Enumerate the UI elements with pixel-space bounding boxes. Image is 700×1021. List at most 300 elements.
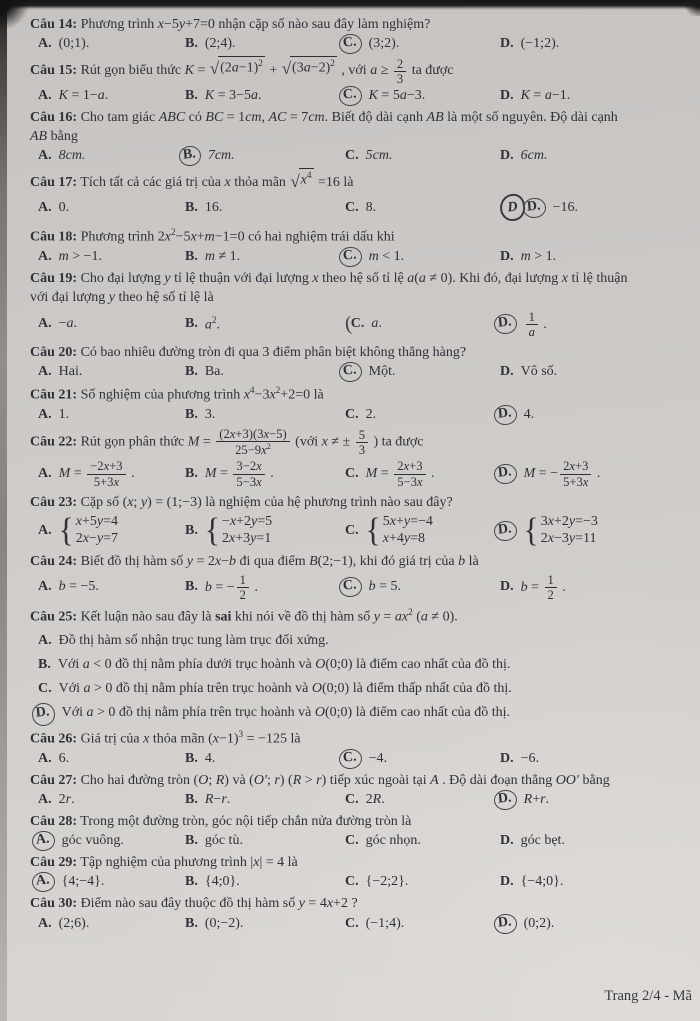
option-content: (2;6). (58, 915, 90, 931)
option-a (38, 364, 185, 380)
handwritten-answer-circle: D (499, 193, 527, 222)
option-content: (3;2). (368, 36, 400, 52)
option-d (497, 405, 690, 423)
option-label: B. (185, 36, 198, 52)
question-number: Câu 19: (30, 270, 78, 286)
question-text: Câu 16: Cho tam giác ABC có BC = 1cm, AC = 7cm. Biết độ dài cạnh AB là một số nguyên. Độ dài cạnh AB bằng (30, 109, 618, 145)
option-a (38, 249, 185, 265)
option-content: 4. (523, 407, 535, 423)
equation-system: { 3x+2y=−3 2x−3y=11 (523, 510, 598, 549)
option-content: 5cm. (365, 148, 393, 164)
option-d (30, 704, 690, 723)
option-content: K = 1−a. (58, 87, 109, 103)
option-content: 2R. (365, 791, 385, 807)
question-text: Câu 18: Phương trình $2x^2-5x+m-1=0$ có hai nghiệm trái dấu khi (30, 226, 395, 245)
option-content: {4;0}. (204, 874, 240, 890)
option-content (365, 510, 433, 549)
option-label: C. (345, 833, 359, 849)
equation-system: { −x+2y=5 2x+3y=1 (204, 510, 273, 549)
question-text: Câu 15: Rút gọn biểu thức K = √ $(2a-1)^2$ + √ $(3a-2)^2$ , với a ≥ $\frac{2}{3}$ ta được (30, 56, 454, 86)
option-label: D. (497, 314, 513, 331)
option-label: A. (38, 200, 52, 216)
question-text: Câu 25: Kết luận nào sau đây là sai khi nói về đồ thị hàm số $y = ax^2$ (a ≠ 0). (30, 607, 458, 625)
option-label: A. (38, 579, 52, 595)
radical: √ $x^4$ (290, 170, 312, 191)
option-label: A. (38, 148, 52, 164)
option-label: A. (38, 36, 52, 52)
option-label: C. (345, 791, 359, 807)
option-label: B. (185, 791, 198, 807)
option-content: m > −1. (58, 248, 103, 264)
question-29 (30, 853, 690, 890)
option-label: C. (342, 748, 358, 766)
question-number: Câu 22: (30, 434, 78, 450)
option-label: C. (345, 522, 359, 538)
option-content: (2;4). (204, 36, 236, 52)
option-content: 6. (58, 750, 70, 766)
option-b (185, 751, 345, 767)
option-b (185, 36, 345, 52)
option-label: D. (500, 87, 514, 103)
option-label: C. (345, 466, 359, 481)
question-27 (30, 771, 690, 808)
option-b (185, 364, 345, 380)
option-c (30, 680, 690, 699)
option-content: (−1;2). (520, 36, 560, 52)
option-label: C. (345, 915, 359, 931)
option-label: B. (185, 407, 198, 423)
options-row (30, 249, 690, 265)
option-c (345, 459, 500, 488)
option-content: M = $\frac{2x+3}{5-3x}$ . (365, 459, 435, 489)
option-content: góc nhọn. (365, 833, 421, 849)
question-text: Câu 21: Số nghiệm của phương trình $x^4-3x^2+2=0$ là (30, 385, 324, 403)
option-d (497, 459, 690, 489)
option-label: B. (38, 656, 51, 672)
question-number: Câu 24: (30, 553, 78, 569)
option-c (342, 362, 500, 380)
option-content: 1. (58, 407, 70, 423)
scan-shadow-corner-topright (680, 0, 700, 16)
option-content: Một. (368, 364, 396, 380)
equation-system: { 5x+y=−4 x+4y=8 (365, 510, 433, 549)
question-28 (30, 812, 690, 849)
answer-circle (493, 463, 517, 485)
question-23 (30, 493, 690, 548)
question-text: Câu 27: Cho hai đường tròn (O; R) và (O′; r) (R > r) tiếp xúc ngoài tại A . Độ dài đoạn thẳng OO′ bằng (30, 772, 610, 788)
page-number: Trang 2/4 - Mã (604, 988, 692, 1004)
option-content: M = $\frac{3-2x}{5-3x}$ . (204, 459, 274, 489)
options-row (30, 748, 690, 767)
options-row (30, 874, 690, 890)
question-text: Câu 23: Cặp số (x; y) = (1;−3) là nghiệm của hệ phương trình nào sau đây? (30, 494, 453, 510)
options-row (30, 632, 690, 723)
question-21 (30, 384, 690, 423)
option-c (345, 792, 500, 808)
question-24 (30, 552, 690, 603)
option-content: 2r. (58, 791, 75, 807)
option-content: {−2;2}. (365, 874, 409, 890)
option-content: 6cm. (520, 148, 548, 164)
option-content (58, 510, 118, 549)
option-b (182, 147, 345, 164)
question-number: Câu 21: (30, 387, 78, 403)
option-content: Vô số. (520, 364, 558, 380)
option-b (185, 407, 345, 423)
option-label: B. (182, 147, 197, 164)
option-c (345, 874, 500, 890)
question-22 (30, 427, 690, 489)
option-c (345, 200, 500, 216)
fraction: $\frac{2}{3}$ (394, 57, 406, 86)
option-label: C. (342, 577, 358, 595)
answer-circle (522, 198, 546, 220)
option-a (38, 200, 185, 216)
option-content: −4. (368, 750, 388, 766)
option-b (30, 656, 690, 675)
option-label: A. (38, 632, 52, 648)
option-content: b = − $\frac{1}{2}$ . (204, 572, 258, 602)
fraction: $\frac{2x+3}{5+3x}$ (560, 459, 591, 488)
option-label: C. (350, 316, 365, 332)
option-label: C. (345, 148, 359, 164)
option-content: −6. (520, 750, 540, 766)
option-c (342, 748, 500, 767)
options-row (30, 573, 690, 602)
options-row (30, 792, 690, 808)
fraction: $\frac{-2x+3}{5+3x}$ (87, 459, 125, 488)
fraction: $\frac{5}{3}$ (356, 428, 368, 457)
option-content: R−r. (204, 791, 231, 807)
option-content: 4. (204, 750, 216, 766)
option-content: 8cm. (58, 148, 86, 164)
option-label: C. (342, 34, 358, 51)
option-content: M = $\frac{-2x+3}{5+3x}$ . (58, 459, 135, 489)
option-b (185, 916, 345, 932)
question-18 (30, 226, 690, 265)
option-label: B. (185, 874, 198, 890)
option-label: B. (185, 915, 198, 931)
fraction: $\frac{3-2x}{5-3x}$ (233, 459, 264, 488)
option-a (38, 88, 185, 104)
option-content: góc vuông. (61, 833, 124, 849)
option-label: A. (38, 248, 52, 264)
option-label: A. (38, 316, 52, 332)
question-number: Câu 28: (30, 813, 78, 829)
option-d (500, 364, 690, 380)
option-content: 3. (204, 407, 216, 423)
option-content: $a^2$. (204, 314, 220, 333)
option-content: 7cm. (207, 148, 235, 164)
options-row (30, 833, 690, 849)
question-number: Câu 15: (30, 63, 78, 79)
option-b (185, 874, 345, 890)
option-label: D. (497, 405, 513, 422)
option-label: A. (35, 872, 51, 890)
option-b (185, 833, 345, 849)
question-number: Câu 18: (30, 229, 78, 245)
option-content: M = − $\frac{2x+3}{5+3x}$ . (523, 459, 601, 489)
option-content: góc bẹt. (520, 833, 565, 849)
question-16 (30, 108, 690, 165)
answer-circle (493, 913, 517, 935)
option-b (185, 88, 345, 104)
option-content: 16. (204, 200, 223, 216)
option-c (342, 247, 500, 265)
option-label: B. (185, 248, 198, 264)
option-content: −16. (552, 200, 579, 216)
option-a (38, 792, 185, 808)
question-number: Câu 30: (30, 896, 78, 912)
question-text: Câu 19: Cho đại lượng y tỉ lệ thuận với đại lượng x theo hệ số tỉ lệ a(a ≠ 0). Khi đó, đại lượng x tỉ lệ thuận với đại lượng y theo hệ số tỉ lệ là (30, 270, 628, 306)
scan-shadow-left (0, 0, 7, 1021)
question-text: Câu 28: Trong một đường tròn, góc nội tiếp chắn nửa đường tròn là (30, 813, 412, 829)
option-c (342, 34, 500, 52)
option-content (204, 510, 273, 549)
option-b (185, 792, 345, 808)
option-content: $\frac{1}{a}$ . (524, 310, 547, 339)
option-label: D. (526, 198, 542, 216)
question-15 (30, 56, 690, 104)
question-text: Câu 14: Phương trình x−5y+7=0 nhận cặp số nào sau đây làm nghiệm? (30, 17, 431, 32)
option-content: {−4;0}. (520, 874, 564, 890)
option-label: A. (38, 87, 52, 103)
option-b (185, 200, 345, 216)
option-a (38, 36, 185, 52)
question-number: Câu 25: (30, 609, 78, 625)
answer-circle (338, 748, 362, 770)
option-label: C. (345, 407, 359, 423)
options-row (30, 364, 690, 380)
question-text: Câu 22: Rút gọn phân thức M = $\frac{(2x+3)(3x-5)}{25-9x^2}$ (với x ≠ ± $\frac{5}{3}$ ) ta được (30, 427, 424, 458)
option-content: (−1;4). (365, 915, 405, 931)
option-label: A. (38, 750, 52, 766)
option-label: D. (500, 579, 514, 595)
question-number: Câu 27: (30, 772, 78, 788)
option-label: D. (35, 704, 51, 721)
question-number: Câu 26: (30, 731, 78, 747)
question-text: Câu 17: Tích tất cả các giá trị của x thỏa mãn √ $x^4$ =16 là (30, 170, 354, 191)
option-label: D. (500, 248, 514, 264)
option-c (345, 148, 500, 164)
option-label: B. (185, 316, 198, 332)
answer-circle (31, 702, 56, 727)
fraction: $\frac{1}{2}$ (237, 573, 249, 602)
option-content: b = −5. (58, 579, 99, 595)
option-label: D. (500, 148, 514, 164)
option-label: D. (500, 364, 514, 380)
option-c (343, 312, 500, 336)
questions-container (30, 15, 690, 936)
option-d (497, 914, 690, 932)
options-row (30, 88, 690, 104)
answer-circle (31, 830, 55, 852)
option-label: A. (38, 522, 52, 538)
option-content: K = a−1. (520, 87, 571, 103)
option-content: Với a > 0 đồ thị nằm phía trên trục hoành và O(0;0) là điểm cao nhất của đồ thị. (61, 704, 511, 720)
option-b (185, 315, 345, 334)
option-a (30, 632, 690, 651)
option-label: B. (185, 466, 198, 481)
option-label: C. (345, 200, 359, 216)
options-row (30, 510, 690, 549)
option-b (185, 573, 345, 602)
option-label: C. (38, 680, 52, 696)
fraction: $\frac{1}{a}$ (526, 310, 538, 339)
option-c (345, 510, 500, 549)
option-label: A. (38, 407, 52, 423)
radical: √ $(3a-2)^2$ (281, 58, 335, 79)
option-content: {4;−4}. (61, 874, 105, 890)
option-d (500, 195, 690, 222)
option-content: m < 1. (368, 248, 405, 264)
question-number: Câu 14: (30, 17, 78, 32)
option-label: B. (185, 87, 198, 103)
option-content: K = 3−5a. (204, 87, 262, 103)
option-a (38, 459, 185, 488)
option-a (38, 510, 185, 549)
option-label: C. (342, 362, 358, 379)
option-c (342, 86, 500, 104)
option-b (185, 249, 345, 265)
option-label: D. (500, 750, 514, 766)
option-label: B. (185, 522, 198, 538)
option-label: B. (185, 833, 198, 849)
question-text: Câu 24: Biết đồ thị hàm số y = 2x−b đi qua điểm B(2;−1), khi đó giá trị của b là (30, 553, 479, 569)
option-label: D. (497, 521, 513, 538)
option-content: Hai. (58, 364, 83, 380)
option-a (38, 916, 185, 932)
option-content: R+r. (523, 791, 550, 807)
question-25 (30, 606, 690, 723)
option-a (38, 316, 185, 332)
option-c (342, 577, 500, 595)
option-b (185, 459, 345, 488)
page-footer (604, 988, 692, 1005)
question-text: Câu 29: Tập nghiệm của phương trình |x| = 4 là (30, 855, 298, 871)
option-d (500, 573, 690, 602)
options-row (30, 916, 690, 932)
scan-shadow-corner-topleft (0, 0, 30, 30)
scan-shadow-top (0, 0, 700, 10)
option-content: 2. (365, 407, 377, 423)
option-a (38, 148, 185, 164)
option-b (185, 510, 345, 549)
option-content: (0;1). (58, 36, 90, 52)
option-label: D. (500, 833, 514, 849)
answer-circle (338, 85, 362, 107)
option-d (500, 751, 690, 767)
question-14 (30, 15, 690, 52)
option-content: m > 1. (520, 248, 557, 264)
option-d (497, 790, 690, 808)
answer-circle (493, 404, 517, 426)
option-label: D. (497, 464, 513, 481)
option-content: Ba. (204, 364, 224, 380)
option-content: a. (371, 316, 382, 332)
answer-circle (31, 871, 55, 893)
question-30 (30, 894, 690, 931)
equation-system: { x+5y=4 2x−y=7 (58, 510, 118, 549)
question-text: Câu 30: Điểm nào sau đây thuộc đồ thị hàm số y = 4x+2 ? (30, 896, 358, 912)
answer-circle (493, 789, 517, 811)
option-content: (0;2). (523, 915, 555, 931)
option-content: 0. (58, 200, 70, 216)
option-d (497, 510, 690, 549)
option-label: B. (185, 364, 198, 380)
options-row (30, 407, 690, 423)
fraction: $\frac{(2x+3)(3x-5)}{25-9x^2}$ (216, 427, 289, 457)
option-a (38, 407, 185, 423)
option-a (38, 751, 185, 767)
question-number: Câu 17: (30, 175, 78, 191)
question-17 (30, 168, 690, 221)
option-content: (0;−2). (204, 915, 244, 931)
option-content: góc tù. (204, 833, 243, 849)
option-label: A. (38, 791, 52, 807)
option-label: D. (497, 914, 513, 931)
option-d (500, 874, 690, 890)
option-content: 8. (365, 200, 377, 216)
option-c (345, 833, 500, 849)
option-content: m ≠ 1. (204, 248, 241, 264)
fraction: $\frac{2x+3}{5-3x}$ (394, 459, 425, 488)
option-d (500, 833, 690, 849)
answer-circle (493, 520, 517, 542)
option-d (500, 36, 690, 52)
option-label: A. (38, 364, 52, 380)
option-content: b = 5. (368, 579, 402, 595)
options-row (30, 36, 690, 52)
option-d (497, 309, 690, 339)
option-label: B. (185, 579, 198, 595)
option-label: A. (38, 466, 52, 481)
option-label: B. (185, 200, 198, 216)
option-content: −a. (58, 316, 78, 332)
question-number: Câu 20: (30, 344, 78, 360)
option-label: A. (38, 915, 52, 931)
options-row (30, 148, 690, 164)
option-d (500, 148, 690, 164)
options-row (30, 459, 690, 488)
option-c (345, 407, 500, 423)
option-d (500, 249, 690, 265)
question-20 (30, 343, 690, 380)
option-content: Với a < 0 đồ thị nằm phía dưới trục hoành và O(0;0) là điểm cao nhất của đồ thị. (57, 656, 511, 672)
option-d (500, 88, 690, 104)
question-text: Câu 26: Giá trị của x thỏa mãn $(x-1)^3 = -125$ là (30, 728, 301, 747)
option-a (38, 579, 185, 595)
option-label: B. (185, 750, 198, 766)
pen-mark: ( (343, 312, 353, 336)
options-row (30, 195, 690, 222)
question-number: Câu 23: (30, 494, 78, 510)
option-a (35, 872, 185, 890)
option-content: K = 5a−3. (368, 87, 426, 103)
option-label: C. (342, 86, 358, 103)
option-content: b = $\frac{1}{2}$ . (520, 572, 566, 602)
question-number: Câu 16: (30, 109, 78, 125)
option-label: C. (345, 874, 359, 890)
option-a (35, 831, 185, 849)
question-19 (30, 269, 690, 339)
question-text: Câu 20: Có bao nhiêu đường tròn đi qua 3 điểm phân biệt không thẳng hàng? (30, 344, 467, 360)
answer-circle (338, 361, 362, 383)
option-label: D. (500, 874, 514, 890)
option-label: C. (342, 247, 358, 264)
radical: √ $(2a-1)^2$ (209, 58, 263, 79)
option-content: Đồ thị hàm số nhận trục tung làm trục đối xứng. (58, 632, 329, 648)
